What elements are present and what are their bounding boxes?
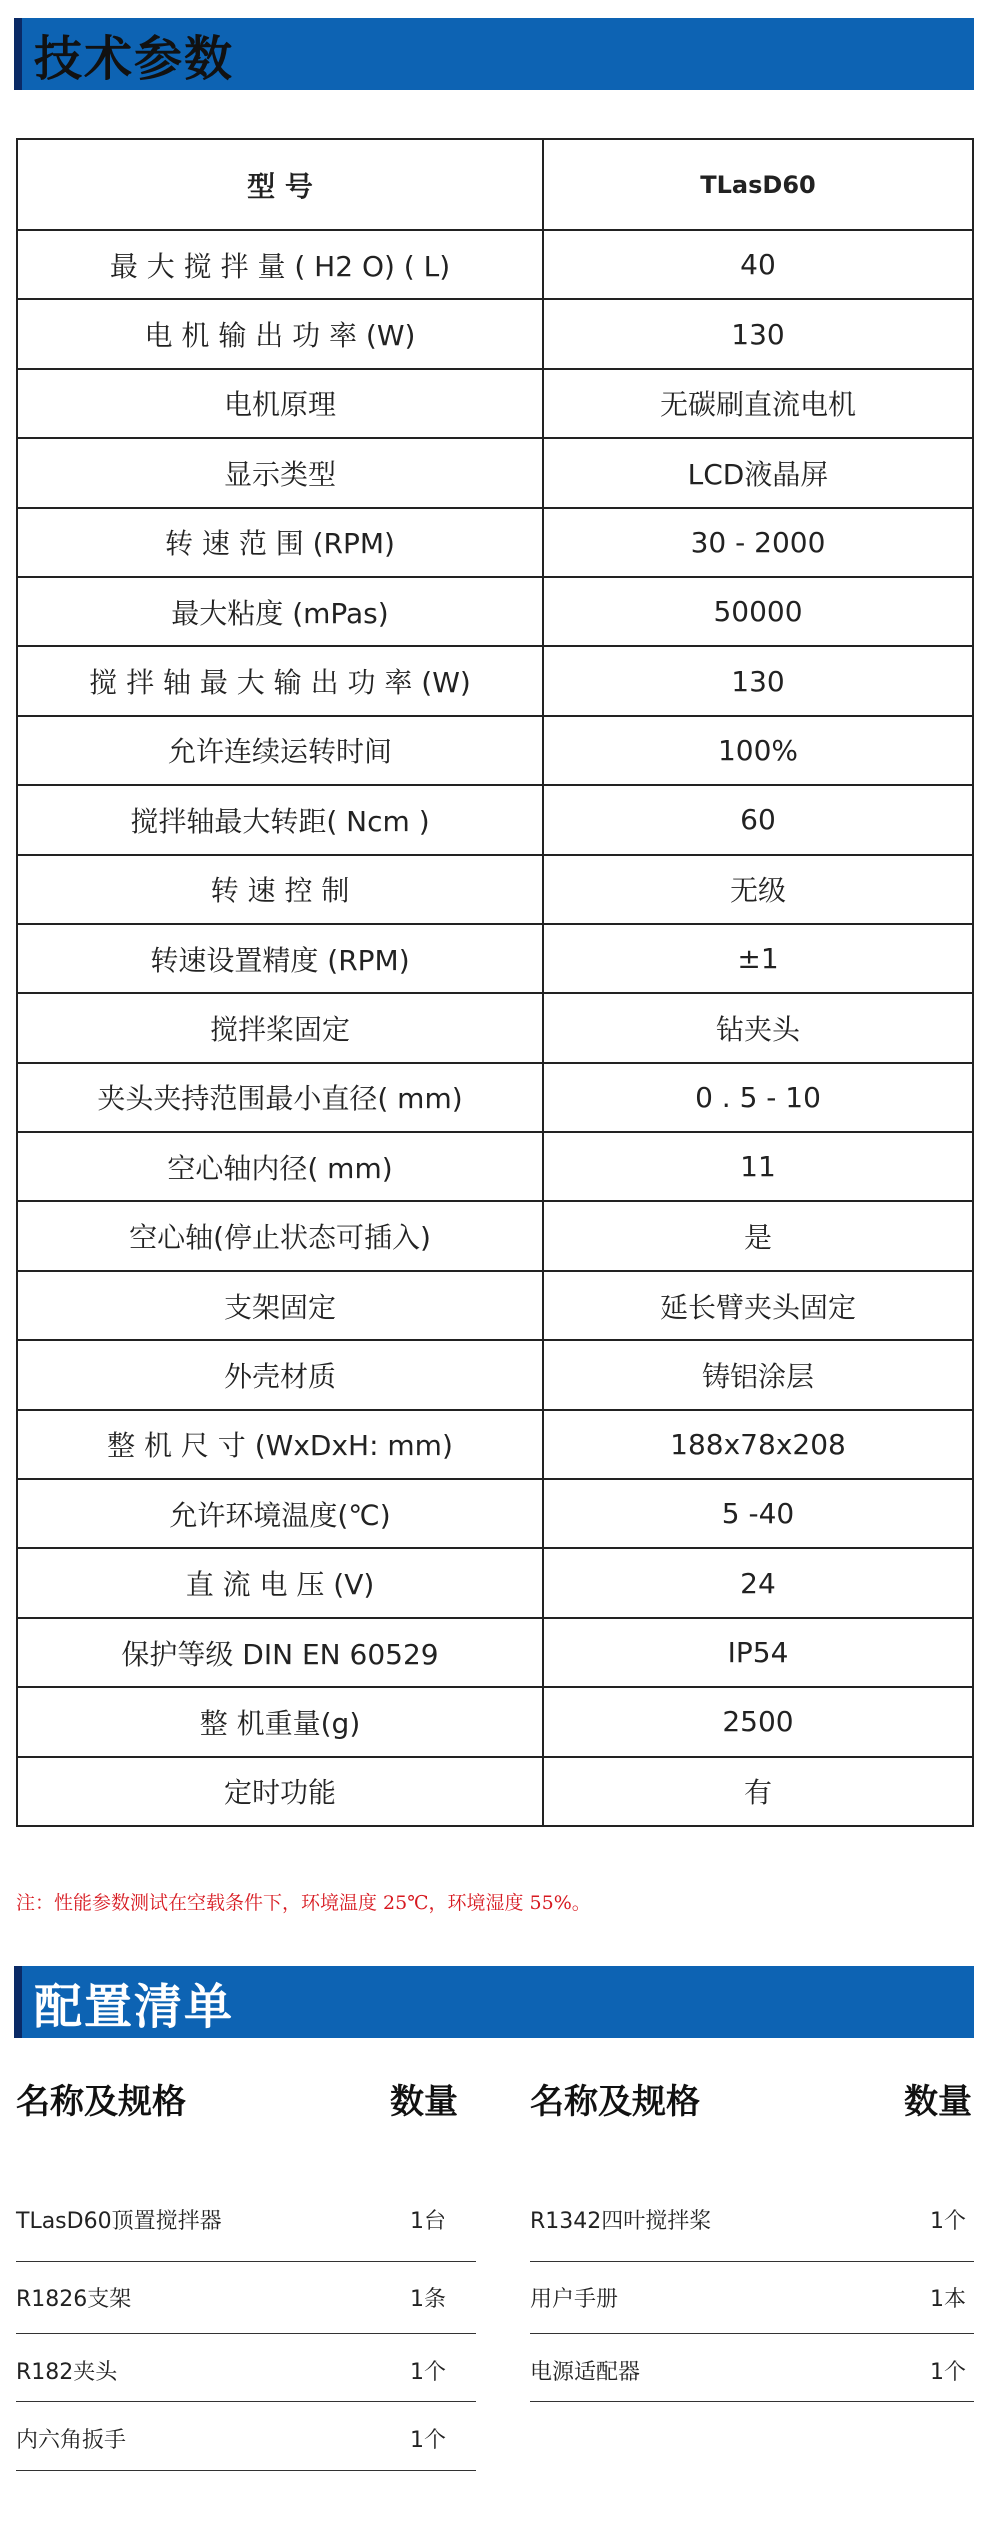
config-item-name: R182夹头: [16, 2360, 118, 2385]
spec-label: 转 速 范 围 (RPM): [17, 508, 543, 577]
spec-value: 24: [543, 1548, 973, 1617]
spec-label: 外壳材质: [17, 1340, 543, 1409]
spec-value: LCD液晶屏: [543, 438, 973, 507]
spec-value: IP54: [543, 1618, 973, 1687]
spec-value: 5 -40: [543, 1479, 973, 1548]
spec-row: [17, 1271, 973, 1340]
config-left-qty-header: 数量: [390, 2082, 458, 2122]
spec-label: 最大粘度 (mPas): [17, 577, 543, 646]
spec-value: 130: [543, 299, 973, 368]
spec-value: 无级: [543, 855, 973, 924]
spec-label: 电 机 输 出 功 率 (W): [17, 299, 543, 368]
config-item-name: TLasD60顶置搅拌器: [16, 2209, 222, 2234]
config-item-name: 电源适配器: [530, 2360, 641, 2385]
spec-row: [17, 230, 973, 299]
spec-label: 保护等级 DIN EN 60529: [17, 1618, 543, 1687]
spec-row: [17, 508, 973, 577]
specs-table-header: [17, 139, 973, 230]
spec-row: [17, 1340, 973, 1409]
spec-label: 搅 拌 轴 最 大 输 出 功 率 (W): [17, 646, 543, 715]
spec-label: 显示类型: [17, 438, 543, 507]
spec-label: 空心轴内径( mm): [17, 1132, 543, 1201]
spec-row: [17, 299, 973, 368]
config-divider: [16, 2261, 476, 2262]
spec-label: 夹头夹持范围最小直径( mm): [17, 1063, 543, 1132]
config-item-name: 用户手册: [530, 2287, 619, 2312]
config-divider: [530, 2261, 974, 2262]
config-divider: [530, 2401, 974, 2402]
specs-table: [16, 138, 974, 1827]
spec-value: 30 - 2000: [543, 508, 973, 577]
spec-row: [17, 1132, 973, 1201]
header-model-label: 型 号: [17, 139, 543, 230]
test-conditions-note: 注：性能参数测试在空载条件下，环境温度 25℃，环境湿度 55%。: [16, 1892, 591, 1914]
specs-section-title: 技术参数: [34, 30, 235, 87]
config-item-qty: 1条: [410, 2287, 446, 2312]
spec-value: 钻夹头: [543, 993, 973, 1062]
spec-row: [17, 1063, 973, 1132]
spec-row: [17, 646, 973, 715]
config-divider: [530, 2333, 974, 2334]
spec-label: 支架固定: [17, 1271, 543, 1340]
spec-label: 定时功能: [17, 1757, 543, 1826]
config-left-name-header: 名称及规格: [16, 2082, 186, 2122]
spec-row: [17, 716, 973, 785]
config-item-name: R1826支架: [16, 2287, 132, 2312]
spec-row: [17, 438, 973, 507]
banner-accent: [14, 18, 22, 90]
spec-row: [17, 785, 973, 854]
spec-label: 搅拌桨固定: [17, 993, 543, 1062]
config-section-title: 配置清单: [34, 1978, 235, 2035]
spec-label: 转 速 控 制: [17, 855, 543, 924]
config-divider: [16, 2470, 476, 2471]
spec-row: [17, 924, 973, 993]
spec-label: 允许环境温度(℃): [17, 1479, 543, 1548]
config-right-qty-header: 数量: [904, 2082, 972, 2122]
config-item-qty: 1个: [930, 2209, 966, 2234]
spec-label: 允许连续运转时间: [17, 716, 543, 785]
spec-value: 11: [543, 1132, 973, 1201]
config-item-qty: 1个: [410, 2360, 446, 2385]
spec-label: 转速设置精度 (RPM): [17, 924, 543, 993]
banner-accent: [14, 1966, 22, 2038]
spec-row: [17, 1618, 973, 1687]
spec-value: ±1: [543, 924, 973, 993]
spec-row: [17, 1201, 973, 1270]
specs-section-banner: [14, 18, 974, 90]
config-item-qty: 1个: [930, 2360, 966, 2385]
spec-label: 整 机重量(g): [17, 1687, 543, 1756]
spec-row: [17, 1757, 973, 1826]
spec-label: 整 机 尺 寸 (WxDxH: mm): [17, 1410, 543, 1479]
spec-value: 50000: [543, 577, 973, 646]
spec-label: 电机原理: [17, 369, 543, 438]
config-item-qty: 1个: [410, 2428, 446, 2453]
spec-label: 直 流 电 压 (V): [17, 1548, 543, 1617]
spec-row: [17, 1479, 973, 1548]
spec-value: 延长臂夹头固定: [543, 1271, 973, 1340]
spec-row: [17, 855, 973, 924]
config-section-banner: [14, 1966, 974, 2038]
config-item-name: R1342四叶搅拌桨: [530, 2209, 712, 2234]
spec-row: [17, 993, 973, 1062]
config-divider: [16, 2401, 476, 2402]
config-right-name-header: 名称及规格: [530, 2082, 700, 2122]
config-item-qty: 1台: [410, 2209, 446, 2234]
spec-value: 100%: [543, 716, 973, 785]
spec-value: 188x78x208: [543, 1410, 973, 1479]
header-model-value: TLasD60: [543, 139, 973, 230]
spec-label: 最 大 搅 拌 量 ( H2 O) ( L): [17, 230, 543, 299]
spec-value: 60: [543, 785, 973, 854]
spec-row: [17, 1687, 973, 1756]
config-item-qty: 1本: [930, 2287, 966, 2312]
spec-label: 空心轴(停止状态可插入): [17, 1201, 543, 1270]
spec-row: [17, 369, 973, 438]
config-item-name: 内六角扳手: [16, 2428, 127, 2453]
spec-value: 无碳刷直流电机: [543, 369, 973, 438]
spec-row: [17, 1548, 973, 1617]
spec-value: 铸铝涂层: [543, 1340, 973, 1409]
spec-value: 130: [543, 646, 973, 715]
spec-value: 是: [543, 1201, 973, 1270]
spec-value: 0 . 5 - 10: [543, 1063, 973, 1132]
spec-value: 有: [543, 1757, 973, 1826]
spec-label: 搅拌轴最大转距( Ncm ): [17, 785, 543, 854]
spec-value: 40: [543, 230, 973, 299]
spec-row: [17, 1410, 973, 1479]
config-divider: [16, 2333, 476, 2334]
spec-value: 2500: [543, 1687, 973, 1756]
spec-row: [17, 577, 973, 646]
